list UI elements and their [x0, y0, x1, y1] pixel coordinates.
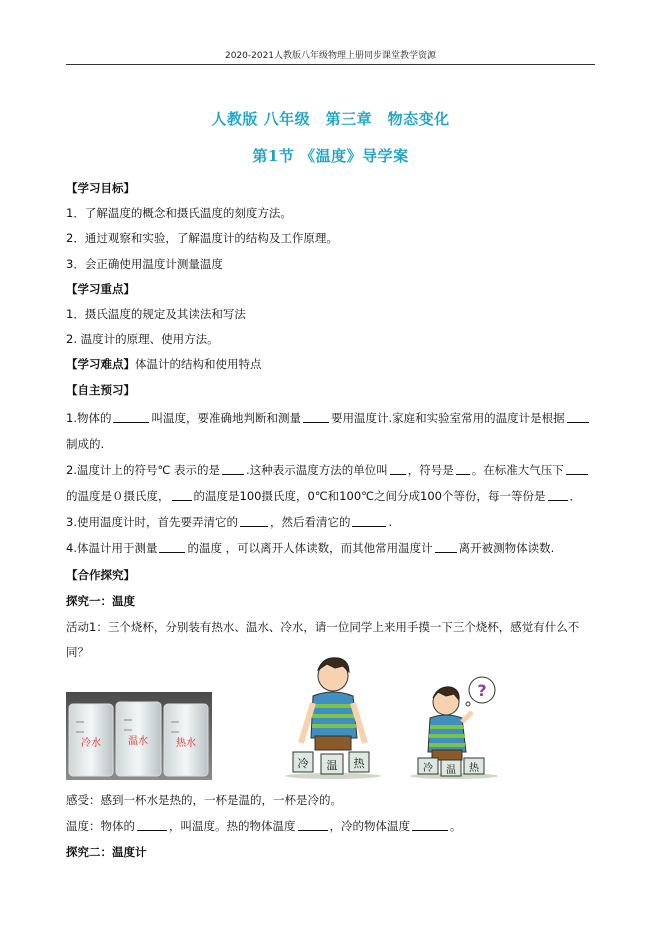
feel-text: 感受：感到一杯水是热的，一杯是温的，一杯是冷的。 [66, 793, 342, 807]
cup-label-warm: 温 [446, 765, 456, 776]
cup-label-cold: 冷 [423, 763, 433, 774]
beaker-label-warm: 温水 [128, 736, 148, 747]
goal-item: 2．通过观察和实验，了解温度计的结构及工作原理。 [66, 231, 338, 245]
goal-item: 3．会正确使用温度计测量温度 [66, 257, 223, 271]
q1-text: 叫温度，要准确地判断和测量 [151, 411, 301, 425]
preview-q1 [66, 410, 596, 426]
key-item: 2. 温度计的原理、使用方法。 [66, 332, 219, 346]
preview-q4 [66, 540, 596, 556]
key-heading: 【学习重点】 [66, 282, 135, 296]
explore2-heading: 探究二：温度计 [66, 845, 147, 859]
temp-text: ，冷的物体温度 [329, 819, 410, 833]
q3-text: . [388, 515, 393, 529]
cup-label-cold: 冷 [297, 757, 309, 770]
preview-q3 [66, 514, 596, 530]
answer-blank [303, 410, 329, 423]
q2-text: 。在标准大气压下 [471, 463, 564, 477]
answer-blank [240, 514, 268, 527]
coop-heading: 【合作探究】 [66, 568, 135, 582]
answer-blank [172, 488, 192, 501]
sub-title: 第1节 《温度》导学案 [252, 147, 409, 165]
answer-blank [566, 462, 588, 475]
q4-text: 离开被测物体读数. [458, 541, 555, 555]
beakers-photo [66, 692, 212, 780]
answer-blank [352, 514, 386, 527]
answer-blank [412, 818, 448, 831]
main-title: 人教版 八年级 第三章 物态变化 [211, 110, 450, 128]
boy-touching-cups-illustration [283, 648, 383, 780]
preview-q2-cont [66, 488, 596, 504]
q4-text: 的温度 ，可以离开人体读数，而其他常用温度计 [187, 541, 433, 555]
answer-blank [298, 818, 328, 831]
q2-text: ，符号是 [407, 463, 454, 477]
preview-q2 [66, 462, 596, 478]
answer-blank [137, 818, 167, 831]
answer-blank [567, 410, 589, 423]
q3-text: 3.使用温度计时，首先要弄清它的 [66, 515, 238, 529]
beaker-label-hot: 热水 [176, 738, 196, 749]
difficult-text: 体温计的结构和使用特点 [135, 357, 262, 371]
preview-q1-cont: 制成的. [66, 437, 105, 451]
temp-text: 。 [450, 819, 462, 833]
q1-text: 1.物体的 [66, 411, 112, 425]
answer-blank [159, 540, 185, 553]
q2-text: 的温度是０摄氏度， [66, 489, 170, 503]
confused-boy-illustration [408, 672, 500, 780]
beakers-illustration [66, 692, 212, 780]
temp-text: ，叫温度。热的物体温度 [169, 819, 296, 833]
difficult-heading: 【学习难点】 [66, 357, 135, 371]
explore1-heading: 探究一：温度 [66, 594, 135, 608]
preview-heading: 【自主预习】 [66, 383, 135, 397]
answer-blank [435, 540, 457, 553]
q2-text: 的温度是100摄氏度，0℃和100℃之间分成100个等份，每一等份是 [193, 489, 546, 503]
q2-text: ． [569, 489, 581, 503]
temp-text: 温度：物体的 [66, 819, 135, 833]
beaker-label-cold: 冷水 [81, 738, 101, 749]
q2-text: 2.温度计上的符号℃ 表示的是 [66, 463, 221, 477]
q3-text: ，然后看清它的 [269, 515, 351, 529]
goals-heading: 【学习目标】 [66, 181, 135, 195]
q2-text: .这种表示温度方法的单位叫 [246, 463, 388, 477]
key-item: 1．摄氏温度的规定及其读法和写法 [66, 307, 246, 321]
goal-item: 1．了解温度的概念和摄氏温度的刻度方法。 [66, 206, 292, 220]
page-header: 2020-2021人教版八年级物理上册同步课堂教学资源 [66, 48, 595, 65]
question-mark-icon: ? [477, 681, 487, 700]
answer-blank [390, 462, 406, 475]
answer-blank [222, 462, 244, 475]
q1-text: 要用温度计.家庭和实验室常用的温度计是根据 [330, 411, 565, 425]
cup-label-hot: 热 [469, 763, 479, 774]
answer-blank [456, 462, 470, 475]
answer-blank [548, 488, 568, 501]
cup-label-warm: 温 [326, 759, 338, 772]
temperature-definition [66, 818, 596, 834]
difficult-line [66, 356, 596, 372]
cup-label-hot: 热 [353, 757, 365, 770]
activity1-text-cont: 同？ [66, 645, 89, 659]
activity1-text: 活动1：三个烧杯，分别装有热水、温水、冷水，请一位同学上来用手摸一下三个烧杯，感觉有什么不 [66, 620, 580, 634]
answer-blank [113, 410, 149, 423]
q4-text: 4.体温计用于测量 [66, 541, 158, 555]
